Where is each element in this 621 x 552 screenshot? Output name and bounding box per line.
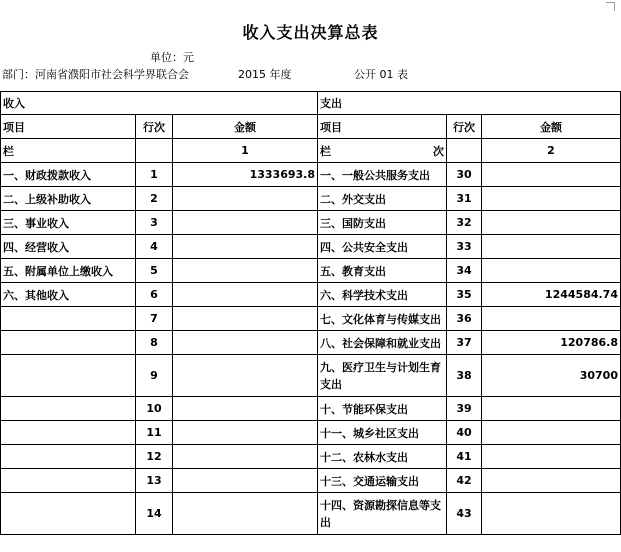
expense-amount-cell bbox=[482, 307, 621, 331]
page-corner-mark bbox=[606, 2, 615, 11]
expense-row-no-cell: 38 bbox=[447, 355, 482, 397]
income-amount-cell bbox=[173, 211, 318, 235]
income-row-no-cell: 9 bbox=[136, 355, 173, 397]
income-item-cell bbox=[1, 469, 136, 493]
income-section-label: 收入 bbox=[1, 92, 318, 115]
year-label: 2015 年度 bbox=[238, 68, 292, 81]
expense-amount-cell bbox=[482, 163, 621, 187]
income-item-cell bbox=[1, 331, 136, 355]
income-row-no-cell: 4 bbox=[136, 235, 173, 259]
income-row-no-cell: 10 bbox=[136, 397, 173, 421]
income-item-cell: 二、上级补助收入 bbox=[1, 187, 136, 211]
col-label-left-2: 栏 bbox=[320, 144, 331, 158]
expense-item-cell: 十一、城乡社区支出 bbox=[318, 421, 447, 445]
expense-item-cell: 三、国防支出 bbox=[318, 211, 447, 235]
income-amount-cell bbox=[173, 355, 318, 397]
income-row-no-header: 行次 bbox=[136, 115, 173, 139]
expense-item-cell: 五、教育支出 bbox=[318, 259, 447, 283]
income-amount-cell bbox=[173, 307, 318, 331]
income-row-no-cell: 5 bbox=[136, 259, 173, 283]
income-amount-cell bbox=[173, 331, 318, 355]
income-item-cell: 六、其他收入 bbox=[1, 283, 136, 307]
income-item-cell: 一、财政拨款收入 bbox=[1, 163, 136, 187]
income-row-no-cell: 3 bbox=[136, 211, 173, 235]
income-row-no-cell: 13 bbox=[136, 469, 173, 493]
table-row bbox=[1, 235, 621, 259]
section-header-row bbox=[1, 92, 621, 115]
expense-item-cell: 七、文化体育与传媒支出 bbox=[318, 307, 447, 331]
income-item-cell bbox=[1, 493, 136, 535]
table-row bbox=[1, 355, 621, 397]
expense-amount-cell bbox=[482, 211, 621, 235]
expense-amount-cell bbox=[482, 445, 621, 469]
column-header-row bbox=[1, 115, 621, 139]
income-item-cell: 四、经营收入 bbox=[1, 235, 136, 259]
expense-row-no-cell: 39 bbox=[447, 397, 482, 421]
column-index-row bbox=[1, 139, 621, 163]
expense-item-cell: 九、医疗卫生与计划生育支出 bbox=[318, 355, 447, 397]
income-amount-cell bbox=[173, 283, 318, 307]
income-row-no-cell: 1 bbox=[136, 163, 173, 187]
expense-row-no-cell: 35 bbox=[447, 283, 482, 307]
expense-item-cell: 八、社会保障和就业支出 bbox=[318, 331, 447, 355]
expense-amount-cell: 30700 bbox=[482, 355, 621, 397]
income-amount-cell bbox=[173, 445, 318, 469]
income-row-no-cell: 8 bbox=[136, 331, 173, 355]
expense-item-cell: 十二、农林水支出 bbox=[318, 445, 447, 469]
table-row bbox=[1, 397, 621, 421]
expense-amount-cell bbox=[482, 235, 621, 259]
expense-row-no-cell: 30 bbox=[447, 163, 482, 187]
income-amount-cell bbox=[173, 235, 318, 259]
income-row-no-cell: 2 bbox=[136, 187, 173, 211]
expense-amount-cell: 1244584.74 bbox=[482, 283, 621, 307]
income-amount-cell: 1333693.8 bbox=[173, 163, 318, 187]
expense-row-no-cell: 37 bbox=[447, 331, 482, 355]
expense-item-cell: 六、科学技术支出 bbox=[318, 283, 447, 307]
expense-item-cell: 十三、交通运输支出 bbox=[318, 469, 447, 493]
table-row bbox=[1, 283, 621, 307]
col-label-right: 次 bbox=[433, 144, 444, 158]
table-row bbox=[1, 469, 621, 493]
expense-row-no-cell: 40 bbox=[447, 421, 482, 445]
income-amount-cell bbox=[173, 397, 318, 421]
income-amount-cell bbox=[173, 421, 318, 445]
expense-amount-cell bbox=[482, 259, 621, 283]
income-item-cell: 三、事业收入 bbox=[1, 211, 136, 235]
expense-item-cell: 二、外交支出 bbox=[318, 187, 447, 211]
table-row bbox=[1, 493, 621, 535]
expense-amount-cell bbox=[482, 421, 621, 445]
expense-amount-cell: 120786.8 bbox=[482, 331, 621, 355]
expense-row-no-cell: 41 bbox=[447, 445, 482, 469]
expense-item-header: 项目 bbox=[318, 115, 447, 139]
income-item-cell: 五、附属单位上缴收入 bbox=[1, 259, 136, 283]
expense-row-no-cell: 33 bbox=[447, 235, 482, 259]
expense-item-cell: 一、一般公共服务支出 bbox=[318, 163, 447, 187]
income-row-no-cell: 14 bbox=[136, 493, 173, 535]
expense-item-cell: 十、节能环保支出 bbox=[318, 397, 447, 421]
table-row bbox=[1, 445, 621, 469]
table-row bbox=[1, 211, 621, 235]
table-row bbox=[1, 163, 621, 187]
income-amount-header: 金额 bbox=[173, 115, 318, 139]
income-row-no-cell: 12 bbox=[136, 445, 173, 469]
table-row bbox=[1, 187, 621, 211]
expense-amount-cell bbox=[482, 469, 621, 493]
income-col-empty bbox=[136, 139, 173, 163]
table-row bbox=[1, 259, 621, 283]
income-row-no-cell: 11 bbox=[136, 421, 173, 445]
expense-section-label: 支出 bbox=[318, 92, 621, 115]
page-title: 收入支出决算总表 bbox=[242, 23, 379, 42]
expense-item-cell: 十四、资源勘探信息等支出 bbox=[318, 493, 447, 535]
expense-amount-header: 金额 bbox=[482, 115, 621, 139]
income-item-cell bbox=[1, 445, 136, 469]
income-item-cell bbox=[1, 355, 136, 397]
income-item-header: 项目 bbox=[1, 115, 136, 139]
expense-row-no-header: 行次 bbox=[447, 115, 482, 139]
income-expense-table bbox=[0, 91, 621, 535]
income-amount-cell bbox=[173, 469, 318, 493]
income-amount-cell bbox=[173, 493, 318, 535]
expense-col-empty bbox=[447, 139, 482, 163]
expense-amount-cell bbox=[482, 493, 621, 535]
table-row bbox=[1, 421, 621, 445]
expense-row-no-cell: 43 bbox=[447, 493, 482, 535]
expense-row-no-cell: 32 bbox=[447, 211, 482, 235]
income-item-cell bbox=[1, 421, 136, 445]
table-row bbox=[1, 331, 621, 355]
form-code-label: 公开 01 表 bbox=[354, 68, 408, 81]
expense-amount-cell bbox=[482, 397, 621, 421]
income-amount-cell bbox=[173, 259, 318, 283]
expense-row-no-cell: 36 bbox=[447, 307, 482, 331]
expense-col-index: 2 bbox=[482, 139, 621, 163]
income-col-label bbox=[1, 139, 136, 163]
expense-item-cell: 四、公共安全支出 bbox=[318, 235, 447, 259]
expense-row-no-cell: 34 bbox=[447, 259, 482, 283]
table-row bbox=[1, 307, 621, 331]
expense-row-no-cell: 31 bbox=[447, 187, 482, 211]
expense-amount-cell bbox=[482, 187, 621, 211]
col-label-left: 栏 bbox=[3, 144, 14, 158]
income-item-cell bbox=[1, 397, 136, 421]
income-row-no-cell: 6 bbox=[136, 283, 173, 307]
expense-col-label bbox=[318, 139, 447, 163]
unit-label: 单位：元 bbox=[150, 51, 194, 64]
income-item-cell bbox=[1, 307, 136, 331]
expense-row-no-cell: 42 bbox=[447, 469, 482, 493]
income-amount-cell bbox=[173, 187, 318, 211]
department-label: 部门：河南省濮阳市社会科学界联合会 bbox=[2, 68, 189, 81]
income-col-index: 1 bbox=[173, 139, 318, 163]
income-row-no-cell: 7 bbox=[136, 307, 173, 331]
